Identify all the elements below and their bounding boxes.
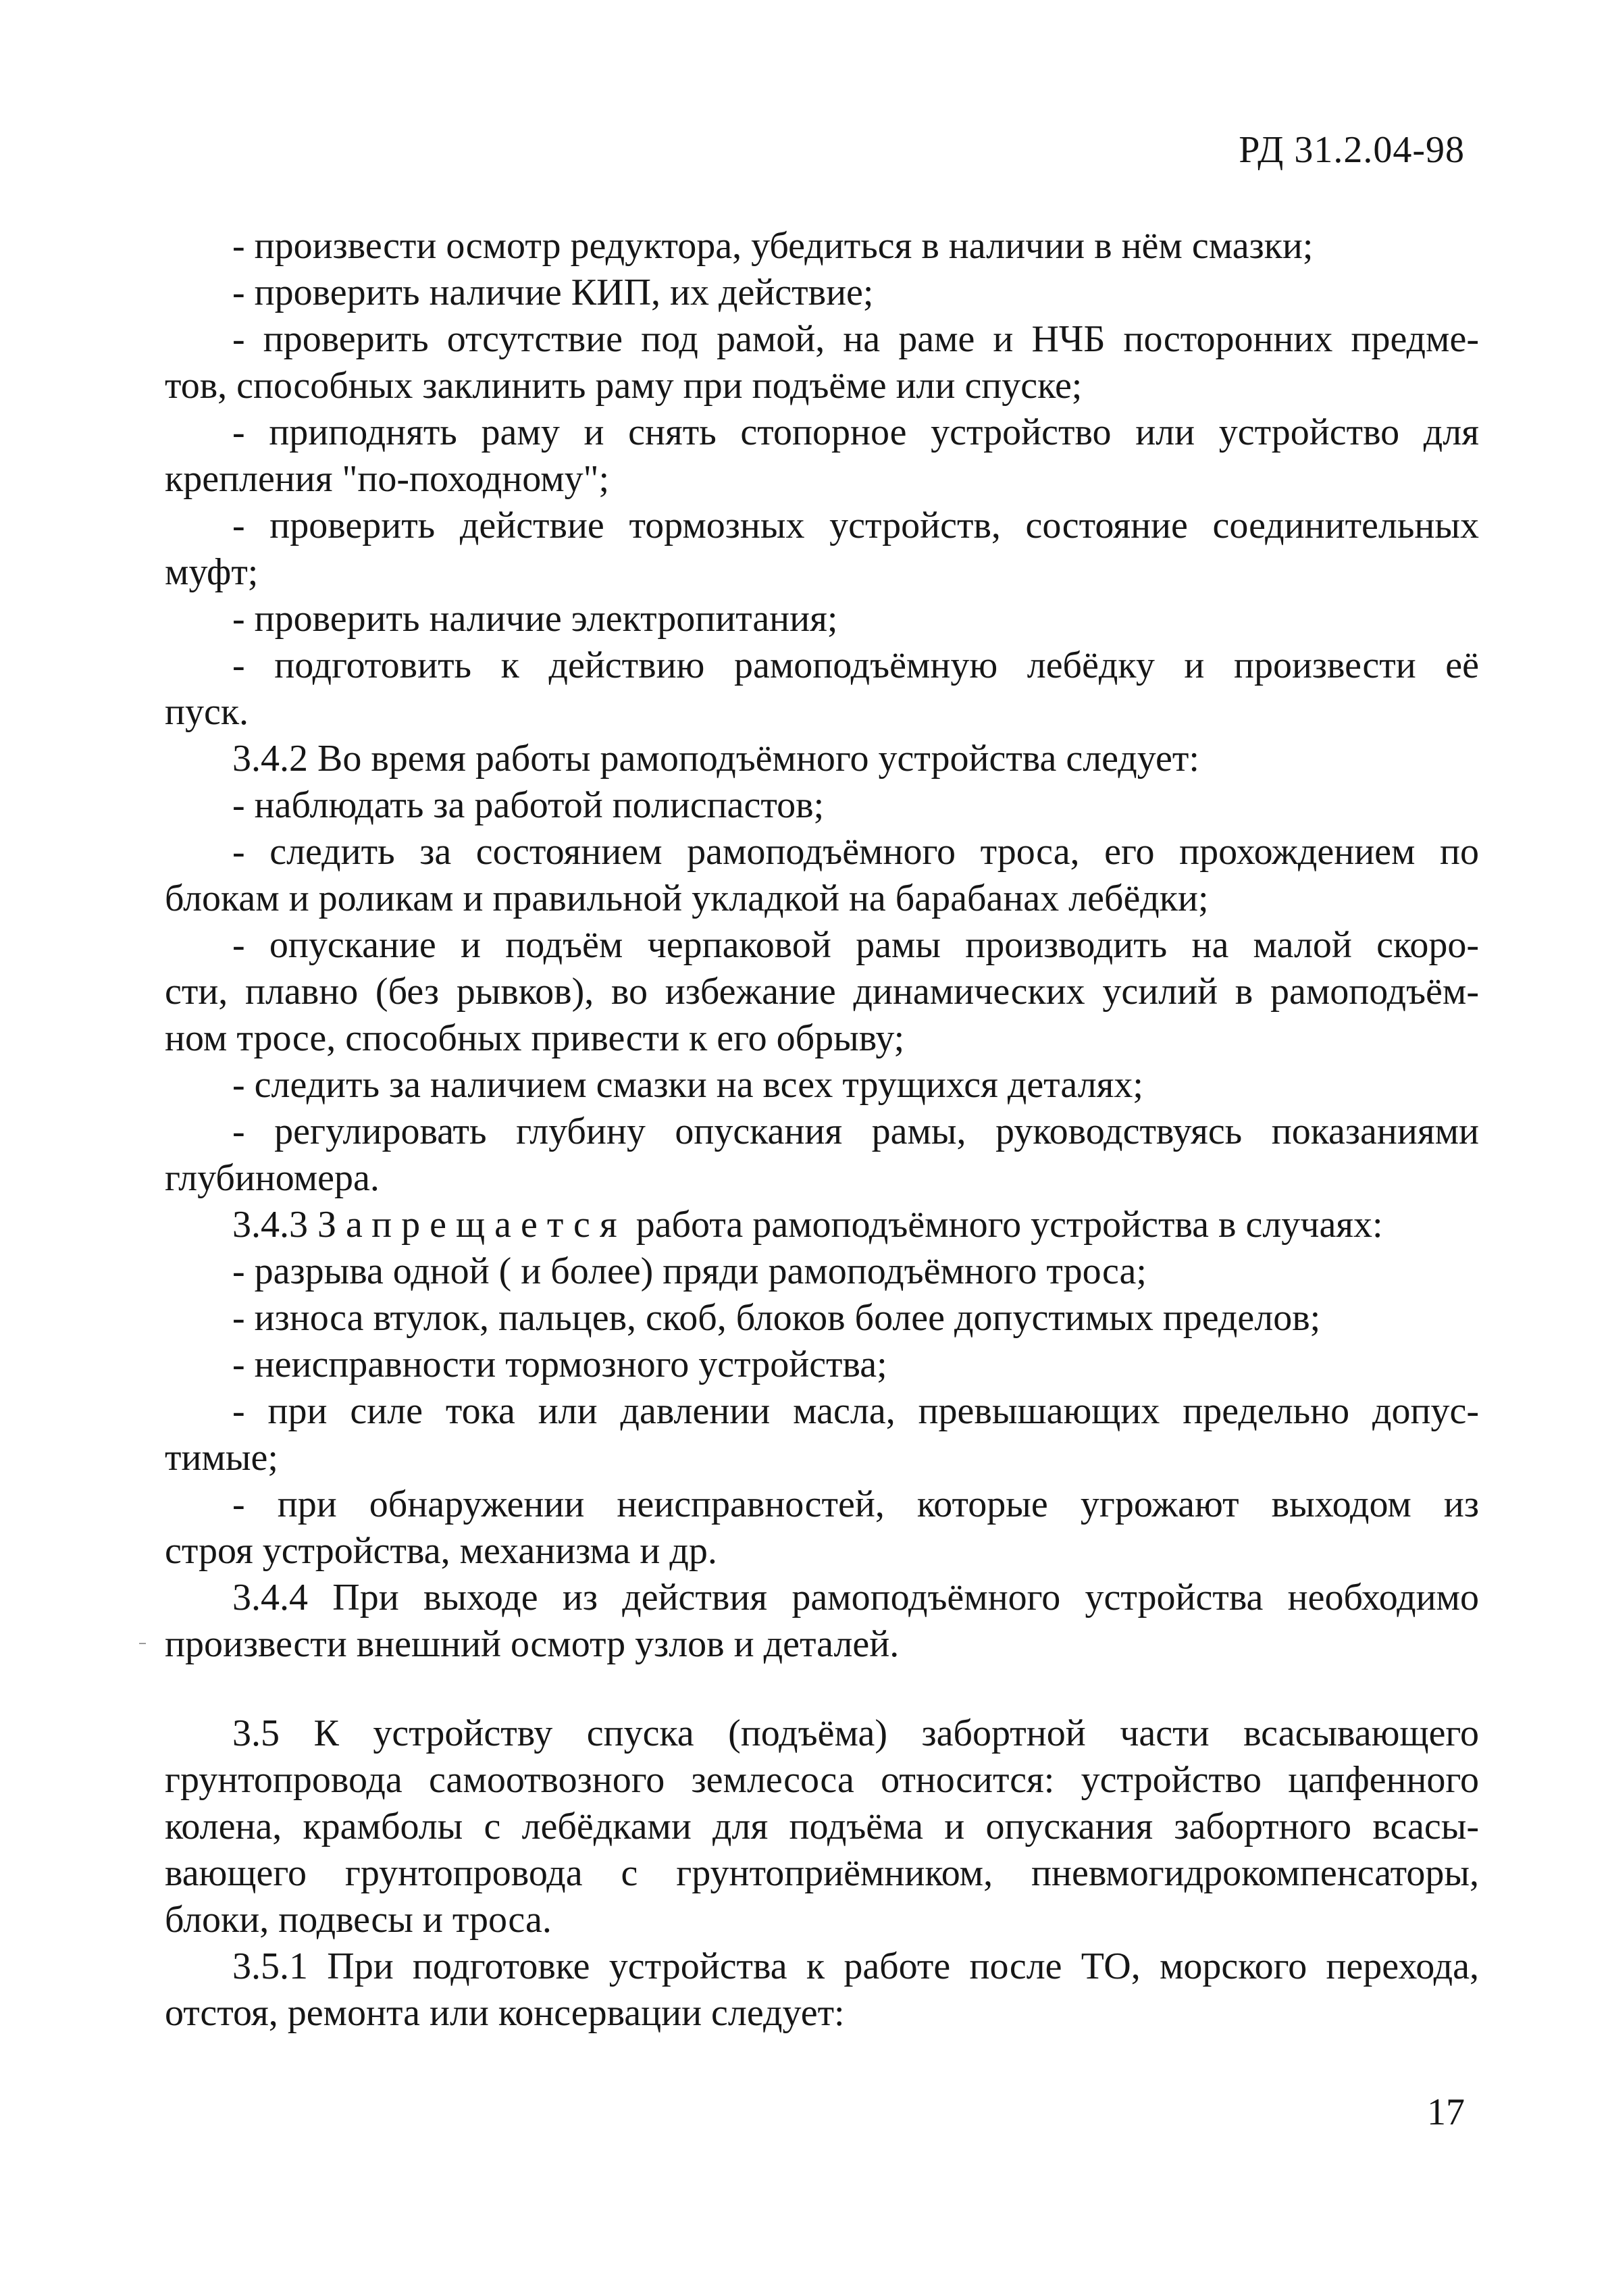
text-line: - приподнять раму и снять стопорное устройство или устройство для xyxy=(232,411,1479,453)
text-line: строя устройства, механизма и др. xyxy=(165,1530,717,1572)
text-line: глубиномера. xyxy=(165,1157,380,1199)
text-line: 3.5 К устройству спуска (подъёма) забортной части всасывающего xyxy=(232,1712,1479,1754)
text-line: отстоя, ремонта или консервации следует: xyxy=(165,1992,845,2034)
text-line: произвести внешний осмотр узлов и деталей. xyxy=(165,1623,900,1665)
document-code: РД 31.2.04-98 xyxy=(1239,129,1465,171)
text-line: крепления "по-походному"; xyxy=(165,458,610,500)
text-line: блокам и роликам и правильной укладкой на барабанах лебёдки; xyxy=(165,877,1209,919)
text-line: пуск. xyxy=(165,691,249,733)
text-line: - произвести осмотр редуктора, убедиться в наличии в нём смазки; xyxy=(232,225,1314,267)
text-line: ном тросе, способных привести к его обрыву; xyxy=(165,1017,905,1059)
text-line: блоки, подвесы и троса. xyxy=(165,1899,552,1941)
scan-mark xyxy=(139,1643,146,1644)
prohibition-word: Запрещается xyxy=(317,1204,627,1246)
text-line: - разрыва одной ( и более) пряди рамоподъёмного троса; xyxy=(232,1250,1147,1292)
text-line: грунтопровода самоотвозного землесоса относится: устройство цапфенного xyxy=(165,1759,1479,1801)
text-line: - износа втулок, пальцев, скоб, блоков более допустимых пределов; xyxy=(232,1297,1321,1339)
text-line: - проверить наличие КИП, их действие; xyxy=(232,272,874,313)
text-line: - регулировать глубину опускания рамы, руководствуясь показаниями xyxy=(232,1111,1479,1152)
text-line: - проверить отсутствие под рамой, на раме и НЧБ посторонних предме- xyxy=(232,318,1479,360)
text-line: муфт; xyxy=(165,551,259,593)
text-line: тов, способных заклинить раму при подъёме или спуске; xyxy=(165,365,1083,407)
text-fragment: работа рамоподъёмного устройства в случаях: xyxy=(636,1204,1383,1246)
page-number: 17 xyxy=(1427,2091,1465,2133)
text-line: 3.4.2 Во время работы рамоподъёмного устройства следует: xyxy=(232,738,1199,780)
text-line: колена, крамболы с лебёдками для подъёма и опускания забортного всасы- xyxy=(165,1806,1479,1847)
section-number: 3.4.3 xyxy=(232,1204,308,1246)
text-line: вающего грунтопровода с грунтоприёмником, пневмогидрокомпенсаторы, xyxy=(165,1852,1479,1894)
text-line xyxy=(232,1202,1479,1248)
text-line: - проверить действие тормозных устройств, состояние соединительных xyxy=(232,505,1479,546)
text-line: - следить за состоянием рамоподъёмного троса, его прохождением по xyxy=(232,831,1479,873)
text-line: - подготовить к действию рамоподъёмную лебёдку и произвести её xyxy=(232,644,1479,686)
text-line: - при обнаружении неисправностей, которые угрожают выходом из xyxy=(232,1483,1479,1525)
text-line: - неисправности тормозного устройства; xyxy=(232,1344,887,1385)
text-line: - при силе тока или давлении масла, превышающих предельно допус- xyxy=(232,1390,1479,1432)
text-line: 3.4.4 При выходе из действия рамоподъёмного устройства необходимо xyxy=(232,1577,1479,1618)
text-line: - следить за наличием смазки на всех трущихся деталях; xyxy=(232,1064,1143,1106)
text-line: 3.5.1 При подготовке устройства к работе после ТО, морского перехода, xyxy=(232,1945,1479,1987)
text-line: - опускание и подъём черпаковой рамы производить на малой скоро- xyxy=(232,924,1479,966)
text-line: - наблюдать за работой полиспастов; xyxy=(232,784,825,826)
text-line: тимые; xyxy=(165,1437,278,1479)
text-line: сти, плавно (без рывков), во избежание динамических усилий в рамоподъём- xyxy=(165,971,1479,1013)
text-line: - проверить наличие электропитания; xyxy=(232,598,838,640)
